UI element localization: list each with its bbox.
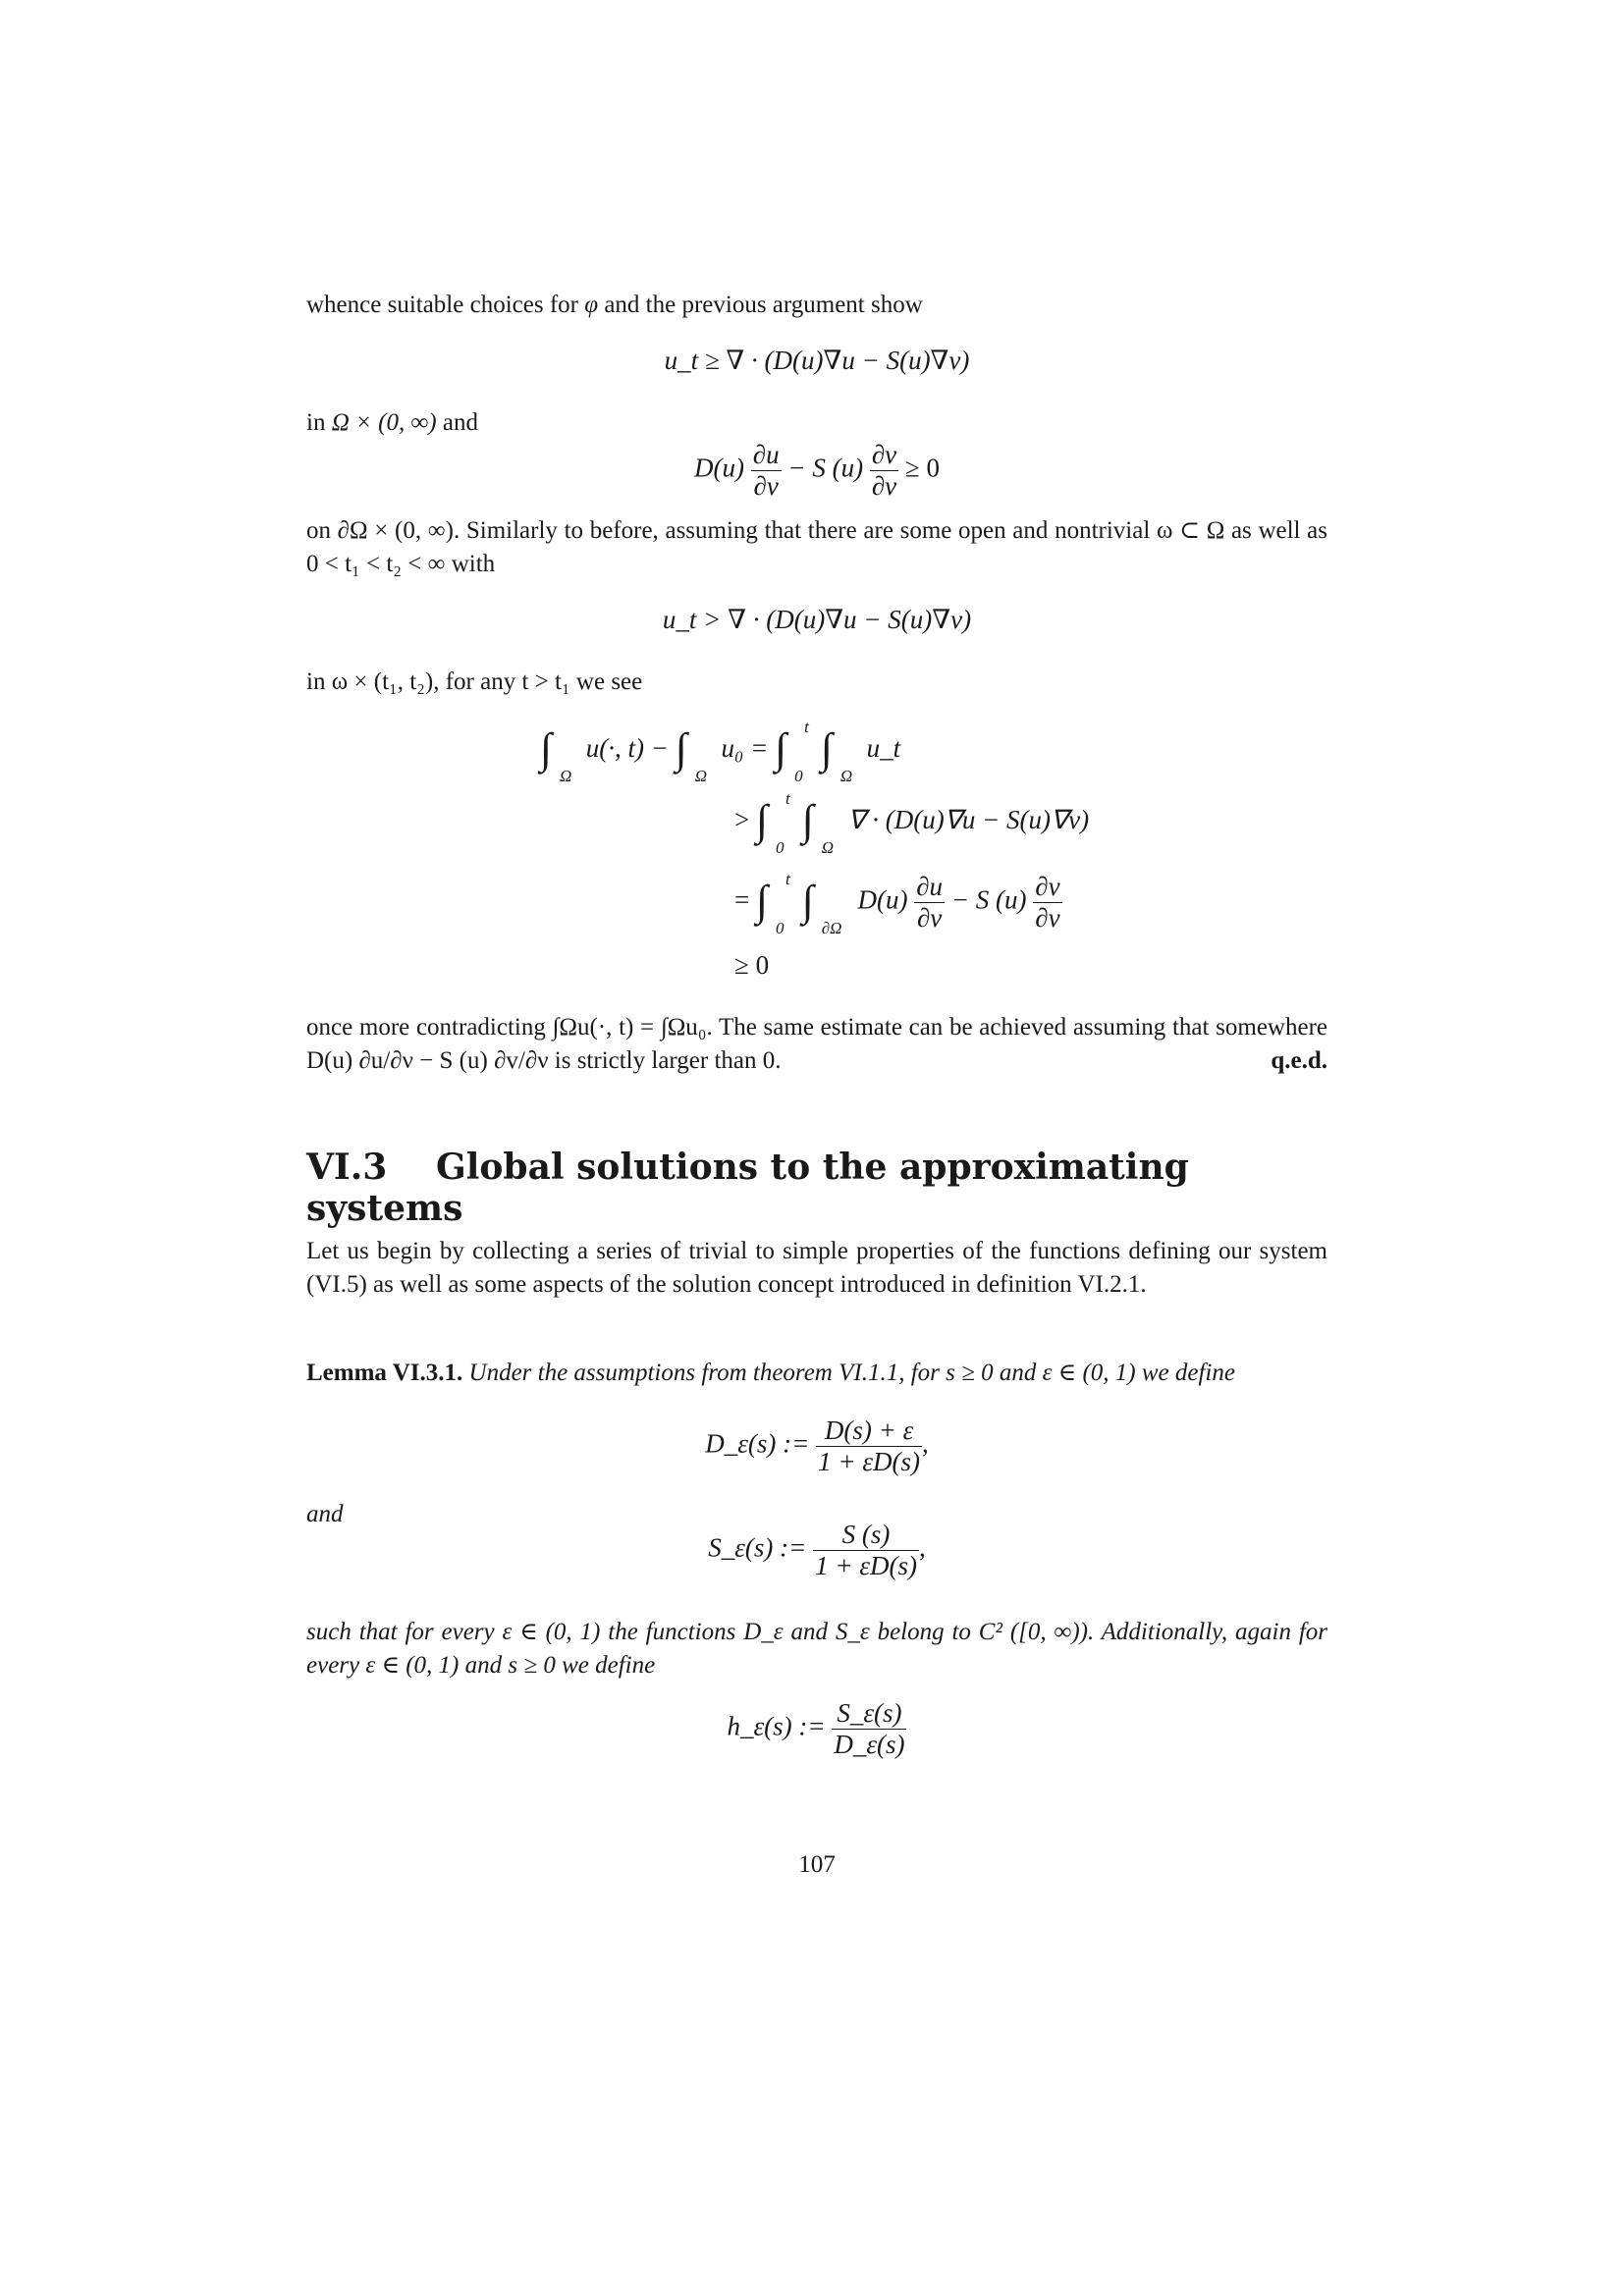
equation-ut-geq: u_t ≥ ∇ · (D(u)∇u − S(u)∇v) [664,346,970,375]
frac-dv-dnu: $\frac{\partial v}{\partial\nu}$ [1035,872,1060,933]
integral-0-t: ∫ t 0 [775,718,809,785]
paragraph-similarly: on ∂Ω × (0, ∞). Similarly to before, assuming that there are some open and nontrivial ω ⊂ Ω as well as 0 < t₁ < t₂ < ∞ with [306,517,1327,577]
align3-a: D(u) [857,884,908,915]
aligned-line-4: ≥ 0 [734,950,770,980]
integral-0-t: ∫ t 0 [755,869,790,937]
equation-D-eps: D_ε(s) := $\frac{D(s) + \varepsilon}{1 + \varepsilon D(s)}$ , [705,1415,929,1476]
paragraph-contradicting [306,1011,1327,1078]
paragraph-we-see: in ω × (t₁, t₂), for any t > t₁ we see [306,668,643,695]
eqD-lhs: D_ε(s) := [705,1428,810,1459]
lemma-label: Lemma VI.3.1. [306,1360,463,1386]
qed-mark: q.e.d. [1271,1047,1327,1074]
lemma-text: Under the assumptions from theorem VI.1.1, for s ≥ 0 and ε ∈ (0, 1) we define [468,1360,1235,1386]
and-text: and [442,409,478,436]
section-heading [306,1147,1327,1229]
equation-ut-greater: u_t > ∇ · (D(u)∇u − S(u)∇v) [662,605,972,634]
intro-text-tail: and the previous argument show [604,292,923,318]
integral-omega: ∫ Ω [675,724,708,785]
frac-dv-dnu [870,440,898,502]
section-number: VI.3 [306,1147,388,1188]
align1-rhs: u_t [866,733,901,764]
frac-h-eps: $\frac{S\_\varepsilon(s)}{D\_\varepsilon(s)}$ [834,1698,905,1759]
frac-du-dnu [751,440,782,502]
lemma-statement [306,1357,1327,1390]
align2-integrand: ∇ · (D(u)∇u − S(u)∇v) [847,805,1090,835]
align1-eq: u₀ = [721,733,769,764]
domain-omega: Ω × (0, ∞) [331,409,437,436]
equation-boundary-geq [306,440,1327,502]
equation-h-eps [306,1698,1327,1760]
in-text: in [306,409,326,436]
frac-du-dnu: $\frac{\partial u}{\partial\nu}$ [916,872,944,933]
align3-b: − S (u) [950,884,1027,915]
align1-lhs: u(·, t) − [585,733,669,764]
phi-symbol: φ [584,292,599,318]
equation-S-eps: S_ε(s) := $\frac{S (s)}{1 + \varepsilon D(s)}$ , [708,1520,926,1580]
eq2-mid: − S (u) [787,453,864,483]
frac-den: ∂ν [753,471,779,501]
aligned-line-2: > ∫ t 0 ∫ Ω ∇ · (D(u)∇u − S(u)∇v) [734,789,1090,857]
intro-text: whence suitable choices for [306,292,578,318]
section-title: Global solutions to the approximating systems [306,1147,1189,1229]
aligned-line-3: = ∫ t 0 ∫ ∂Ω D(u) $\frac{\partial u}{\partial\nu}$ − S (u) $\frac{\partial v}{\partial\nu}$ [734,869,1060,937]
aligned-line-1 [540,718,901,785]
integral-boundary: ∫ ∂Ω [801,876,842,937]
frac-S-eps: $\frac{S (s)}{1 + \varepsilon D(s)}$ [815,1520,917,1580]
integral-0-t: ∫ t 0 [755,789,790,857]
page-number: 107 [798,1851,836,1878]
frac-den: ∂ν [871,471,897,501]
frac-D-eps: $\frac{D(s) + \varepsilon}{1 + \varepsilon D(s)}$ [818,1415,920,1476]
paragraph-begin: Let us begin by collecting a series of trivial to simple properties of the functions defining our system (VI.5) as well as some aspects of the solution concept introduced in definition VI.2.1. [306,1238,1327,1298]
domain-line [306,406,1327,440]
intro-paragraph [306,289,1327,322]
frac-num: ∂u [752,440,780,469]
integral-omega: ∫ Ω [820,724,853,785]
contradicting-text: once more contradicting ∫Ωu(·, t) = ∫Ωu₀. The same estimate can be achieved assuming that somewhere D(u) ∂u/∂ν − S (u) ∂v/∂ν is strictly larger than 0. [306,1014,1327,1074]
integral-omega: ∫ Ω [540,724,572,785]
eq2-rhs: ≥ 0 [904,453,940,483]
frac-num: ∂v [871,440,897,469]
eq2-lhs: D(u) [694,453,745,483]
lemma-such-that: such that for every ε ∈ (0, 1) the functions D_ε and S_ε belong to C² ([0, ∞)). Additionally, again for every ε ∈ (0, 1) and s ≥ 0 we define [306,1619,1327,1679]
integral-omega: ∫ Ω [801,796,835,857]
eqS-lhs: S_ε(s) := [708,1532,807,1563]
eqh-lhs: h_ε(s) := [727,1711,826,1741]
lemma-and: and [306,1501,344,1527]
